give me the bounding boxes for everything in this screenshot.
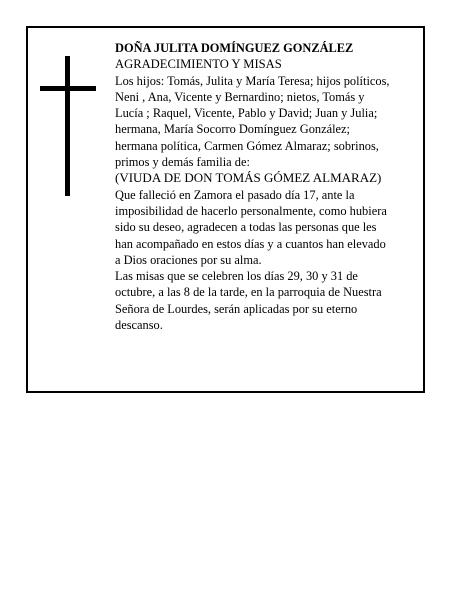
cross-vertical-bar — [65, 56, 70, 196]
family-line: hermana, María Socorro Domínguez González; — [115, 122, 350, 137]
cross-horizontal-bar — [40, 86, 96, 91]
deceased-name: DOÑA JULITA DOMÍNGUEZ GONZÁLEZ — [115, 41, 354, 55]
family-line: Neni , Ana, Vicente y Bernardino; nietos, Tomás y — [115, 89, 365, 104]
obituary-notice — [26, 26, 425, 393]
notice-body — [115, 40, 420, 333]
mass-line: octubre, a las 8 de la tarde, en la parroquia de Nuestra — [115, 285, 382, 300]
family-line: Los hijos: Tomás, Julita y María Teresa; hijos políticos, — [115, 73, 390, 88]
mass-line: Señora de Lourdes, serán aplicadas por su eterno — [115, 301, 358, 316]
family-line: hermana política, Carmen Gómez Almaraz; sobrinos, — [115, 138, 379, 153]
cross-icon — [40, 56, 96, 196]
gratitude-line: sido su deseo, agradecen a todas las personas que les — [115, 220, 377, 235]
notice-heading: AGRADECIMIENTO Y MISAS — [115, 57, 282, 72]
family-line: primos y demás familia de: — [115, 155, 250, 170]
family-line: Lucía ; Raquel, Vicente, Pablo y David; Juan y Julia; — [115, 106, 378, 121]
gratitude-line: a Dios oraciones por su alma. — [115, 252, 262, 267]
gratitude-line: han acompañado en estos días y a cuantos han elevado — [115, 236, 386, 251]
gratitude-line: Que falleció en Zamora el pasado día 17, ante la — [115, 187, 355, 202]
widow-of-line: (VIUDA DE DON TOMÁS GÓMEZ ALMARAZ) — [115, 170, 382, 186]
gratitude-line: imposibilidad de hacerlo personalmente, como hubiera — [115, 203, 387, 218]
mass-line: Las misas que se celebren los días 29, 30 y 31 de — [115, 269, 358, 284]
mass-line: descanso. — [115, 318, 163, 333]
